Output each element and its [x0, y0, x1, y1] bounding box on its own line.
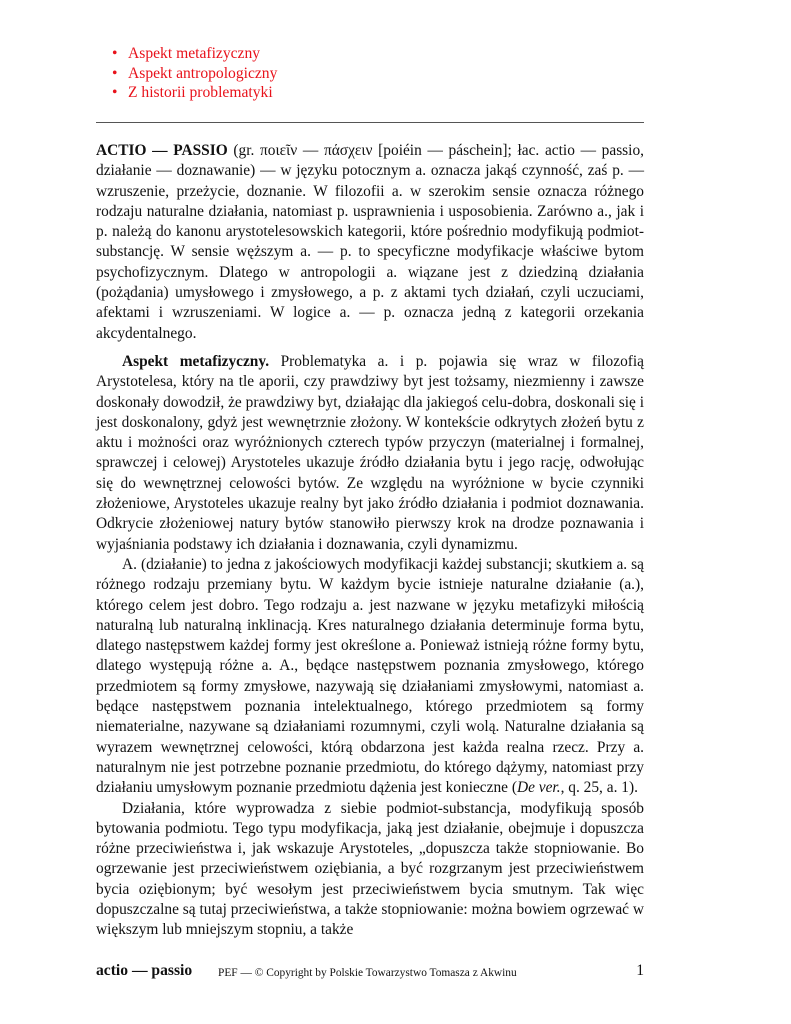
table-of-contents: [112, 44, 277, 103]
page-number: 1: [636, 962, 644, 979]
toc-link-z-historii-problematyki[interactable]: Z historii problematyki: [128, 84, 273, 101]
paragraph: [96, 799, 644, 941]
section-paragraph: [96, 352, 644, 555]
citation-ref: , q. 25, a. 1).: [560, 779, 638, 797]
paragraph-text: Działania, które wyprowadza z siebie podmiot-substancja, modyfikują sposób bytowania podmiotu. Tego typu modyfikacja, jaką jest działanie, obejmuje i dopuszcza różne przeciwieństwa i, jak wskazuje Arystoteles, „dopuszcza także stopniowanie. Bo ogrzewanie jest przeciwieństwem oziębiania, a być rozgrzanym jest przeciwieństwem bycia oziębionym; być wesołym jest przeciwieństwem bycia smutnym. Tak więc dopuszczalne są tutaj przeciwieństwa, a także stopniowanie: można bowiem ogrzewać w większym lub mniejszym stopniu, a także: [96, 799, 644, 939]
toc-link-aspekt-antropologiczny[interactable]: Aspekt antropologiczny: [128, 64, 278, 82]
horizontal-divider: [96, 122, 644, 123]
footer-copyright: PEF — © Copyright by Polskie Towarzystwo Tomasza z Akwinu: [218, 967, 517, 979]
bullet-icon: •: [112, 64, 118, 82]
toc-item: [112, 44, 277, 64]
bullet-icon: •: [112, 84, 118, 101]
entry-intro-text: (gr. ποιεῖν — πάσχειν [poiéin — páschein]; łac. actio — passio, działanie — doznawanie) — w języku potocznym a. oznacza jakąś czynność, zaś p. — wzruszenie, przeżycie, doznanie. W filozofii a. w szerokim sensie oznacza różnego rodzaju naturalne działania, natomiast p. usprawnienia i usposobienia. Zarówno a., jak i p. należą do kanonu arystotelesowskich kategorii, które pośrednio modyfikują podmiot-substancję. W sensie węższym a. — p. to specyficzne modyfikacje właściwe bytom psychofizycznym. Dlatego w antropologii a. wiązane jest z dziedziną działania (pożądania) umysłowego i zmysłowego, a p. z aktami tych działań, czyli uczuciami, afektami i wzruszeniami. W logice a. — p. oznacza jedną z kategorii orzekania akcydentalnego.: [96, 142, 644, 342]
entry-intro-paragraph: [96, 141, 644, 344]
paragraph-text: A. (działanie) to jedna z jakościowych modyfikacji każdej substancji; skutkiem a. są różnego rodzaju przemiany bytu. W każdym bycie istnieje naturalne działanie (a.), którego celem jest dobro. Tego rodzaju a. jest nazwane w języku metafizyki miłością naturalną lub naturalną inklinacją. Kres naturalnego działania determinuje forma bytu, dlatego następstwem każdej formy jest określone a. Ponieważ istnieją różne formy bytu, dlatego występują różne a. A., będące następstwem poznania zmysłowego, którego przedmiotem są formy zmysłowe, nazywają się działaniami zmysłowymi, natomiast a. będące następstwem poznania intelektualnego, którego przedmiotem są formy niematerialne, nazywane są działaniami rozumnymi, czyli wolą. Naturalne działania są wyrazem wewnętrznej celowości, którą obdarzona jest każda realna rzecz. Przy a. naturalnym nie jest potrzebne poznanie przedmiotu, do którego dążymy, natomiast przy działaniu umysłowym poznanie przedmiotu dążenia jest konieczne (: [96, 555, 644, 797]
bullet-icon: •: [112, 45, 118, 62]
toc-item: [112, 64, 277, 84]
page-footer: [96, 962, 644, 986]
section-heading-aspekt-metafizyczny: Aspekt metafizyczny.: [122, 352, 270, 370]
toc-link-aspekt-metafizyczny[interactable]: Aspekt metafizyczny: [128, 45, 261, 62]
entry-headword: ACTIO — PASSIO: [96, 142, 228, 159]
footer-entry-title: actio — passio: [96, 962, 193, 979]
citation-title: De ver.: [516, 779, 561, 797]
article-body: [96, 141, 644, 941]
toc-item: [112, 83, 277, 103]
paragraph-text: Problematyka a. i p. pojawia się wraz w filozofią Arystotelesa, który na tle aporii, czy prawdziwy byt jest tożsamy, niezmienny i zawsze doskonały dowodził, że prawdziwy byt, działając dla jakiegoś celu-dobra, doskonali się i jest doskonalony, gdyż jest wewnętrznie złożony. W kontekście odkrytych złożeń bytu z aktu i możności oraz wyróżnionych czterech typów przyczyn (materialnej i formalnej, sprawczej i celowej) Arystoteles ukazuje źródło działania bytu i jego rację, odwołując się do wewnętrznej celowości bytów. Ze względu na wyróżnione w bycie czynniki złożeniowe, Arystoteles ukazuje realny byt jako źródło działania i podmiot doznawania. Odkrycie złożeniowej natury bytów stanowiło pierwszy krok na drodze poznawania i wyjaśniania podstawy ich działania i doznawania, czyli dynamizmu.: [96, 352, 645, 553]
paragraph: [96, 555, 644, 799]
